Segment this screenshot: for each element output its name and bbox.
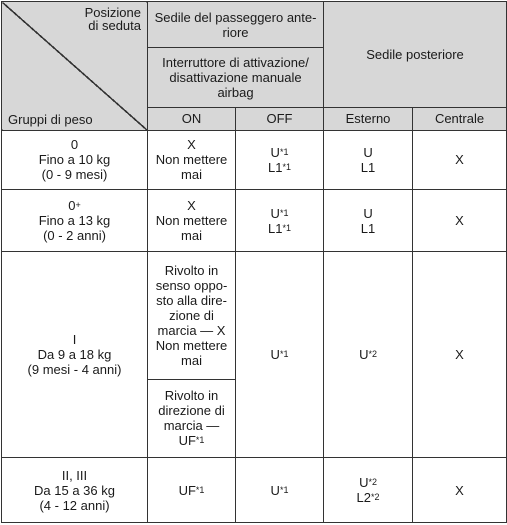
center-cell: X — [413, 130, 507, 190]
on-cell: UF$^{*1}$ — [148, 458, 236, 523]
table-row — [2, 252, 507, 380]
table-row — [2, 130, 507, 190]
weight-group-cell: I Da 9 a 18 kg (9 mesi - 4 anni) — [2, 252, 148, 458]
center-cell: X — [413, 252, 507, 458]
airbag-switch-header: Interruttore di attivazione/ disattivazione manuale airbag — [148, 48, 324, 108]
on-column-header: ON — [148, 107, 236, 130]
outer-cell: U L1 — [324, 130, 413, 190]
off-cell: $U^{*1}$ L1$^{*1}$ — [236, 130, 324, 190]
on-cell: X Non mettere mai — [148, 190, 236, 252]
outer-cell: $U^{*2}$ L2$^{*2}$ — [324, 458, 413, 523]
center-cell: X — [413, 190, 507, 252]
diagonal-header-cell — [2, 2, 148, 131]
off-cell: $U^{*1}$ — [236, 458, 324, 523]
off-cell: $U^{*1}$ — [236, 252, 324, 458]
front-passenger-seat-header: Sedile del passeggero ante- riore — [148, 2, 324, 48]
outer-column-header: Esterno — [324, 107, 413, 130]
rear-seat-header: Sedile posteriore — [324, 2, 507, 108]
outer-cell: U L1 — [324, 190, 413, 252]
weight-groups-label: Gruppi di peso — [8, 111, 93, 127]
off-cell: $U^{*1}$ L1$^{*1}$ — [236, 190, 324, 252]
weight-group-cell: II, III Da 15 a 36 kg (4 - 12 anni) — [2, 458, 148, 523]
on-cell-forward-facing: Rivolto in direzione di marcia — UF$^{*1}$ — [148, 379, 236, 457]
outer-cell: $U^{*2}$ — [324, 252, 413, 458]
table-row — [2, 458, 507, 523]
center-column-header: Centrale — [413, 107, 507, 130]
weight-group-cell: 0 Fino a 10 kg (0 - 9 mesi) — [2, 130, 148, 190]
seating-position-label: Posizione di seduta — [84, 5, 141, 33]
child-seat-compatibility-table — [1, 1, 507, 523]
on-cell-rear-facing: Rivolto in senso oppo- sto alla dire- zione di marcia — X Non mettere mai — [148, 252, 236, 380]
table-row — [2, 190, 507, 252]
off-column-header: OFF — [236, 107, 324, 130]
center-cell: X — [413, 458, 507, 523]
weight-group-cell: 0+ Fino a 13 kg (0 - 2 anni) — [2, 190, 148, 252]
on-cell: X Non mettere mai — [148, 130, 236, 190]
